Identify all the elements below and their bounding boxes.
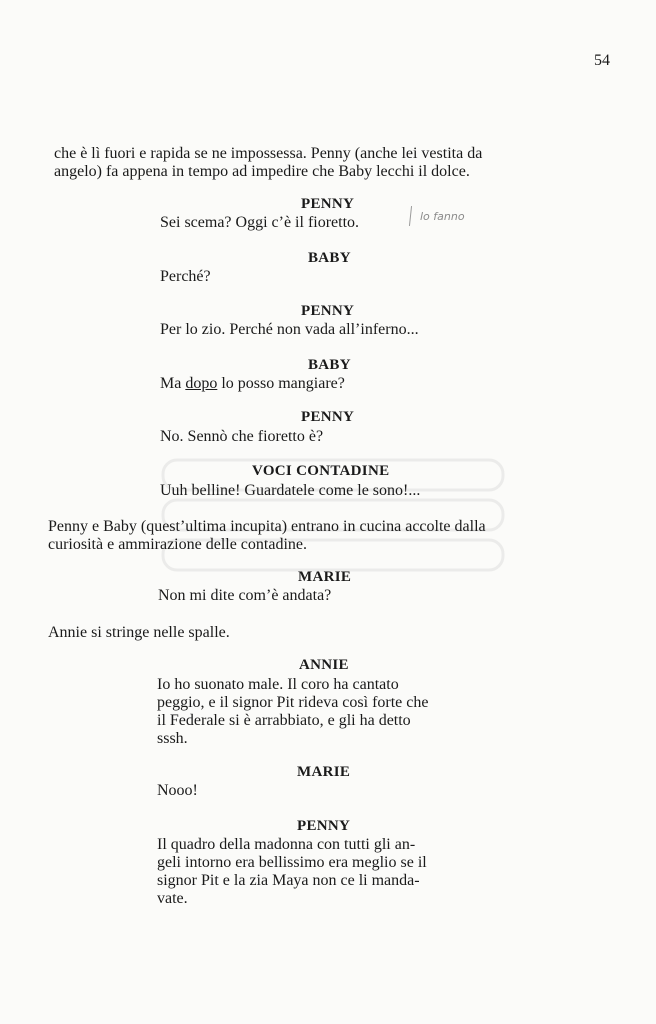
dialogue-line: Ma dopo lo posso mangiare?: [160, 375, 345, 392]
action-line-annie: Annie si stringe nelle spalle.: [48, 624, 230, 641]
dialogue-line: Nooo!: [157, 782, 198, 799]
dialogue-line: Perché?: [160, 268, 211, 285]
dialogue-line: signor Pit e la zia Maya non ce li manda-: [157, 872, 420, 889]
speaker-marie: MARIE: [298, 569, 352, 585]
dialogue-line: Sei scema? Oggi c’è il fioretto.: [160, 214, 360, 231]
dialogue-line: Io ho suonato male. Il coro ha cantato: [157, 676, 399, 693]
speaker-baby: BABY: [308, 250, 351, 266]
dialogue-line: No. Sennò che fioretto è?: [160, 428, 324, 445]
script-page: 54 che è lì fuori e rapida se ne impossessa. Penny (anche lei vestita da angelo) fa appena in tempo ad impedire che Baby lecchi il dolce. PENNY Sei scema? Oggi c’è il fioretto. lo fanno BABY Perché? PENNY Per lo zio. Perché non vada all’inferno... BABY Ma dopo lo posso mangiare? PENNY No. Sennò che fioretto è? VOCI CONTADINE Uuh belline! Guardatele come le sono!... Penny e Baby (quest’ultima incupita) entrano in cucina accolte dalla curiosità e ammirazione delle contadine. MARIE Non mi dite com’è andata? Annie si stringe nelle spalle. ANNIE Io ho suonato male. Il coro ha cantato peggio, e il signor Pit rideva così forte che il Federale si è arrabbiato, e gli ha detto sssh. MARIE Nooo! PENNY Il quadro della madonna con tutti gli an- geli intorno era bellissimo era meglio se il signor Pit e la zia Maya non ce li manda- vate.: [48, 52, 610, 907]
page-number: 54: [594, 52, 610, 69]
speaker-penny: PENNY: [301, 196, 355, 212]
underlined-word: dopo: [185, 375, 218, 392]
speaker-penny: PENNY: [297, 818, 351, 834]
speaker-voci-contadine: VOCI CONTADINE: [252, 463, 390, 479]
dialogue-line: vate.: [157, 890, 188, 907]
action-line-1: Penny e Baby (quest’ultima incupita) entrano in cucina accolte dalla: [48, 518, 486, 535]
intro-line-1: che è lì fuori e rapida se ne impossessa. Penny (anche lei vestita da: [54, 145, 483, 162]
dialogue-line: Per lo zio. Perché non vada all’inferno...: [160, 321, 419, 338]
dialogue-line: Non mi dite com’è andata?: [158, 587, 332, 604]
dialogue-line: sssh.: [157, 730, 188, 747]
dialogue-line: peggio, e il signor Pit rideva così forte che: [157, 694, 429, 711]
dialogue-line: Il quadro della madonna con tutti gli an-: [157, 836, 416, 853]
speaker-annie: ANNIE: [299, 657, 349, 673]
action-line-2: curiosità e ammirazione delle contadine.: [48, 536, 307, 553]
dialogue-line: Uuh belline! Guardatele come le sono!...: [160, 482, 421, 499]
speaker-baby: BABY: [308, 357, 351, 373]
speaker-penny: PENNY: [301, 303, 355, 319]
intro-line-2: angelo) fa appena in tempo ad impedire che Baby lecchi il dolce.: [54, 163, 470, 180]
speaker-penny: PENNY: [301, 409, 355, 425]
watermark: [158, 450, 508, 580]
dialogue-line: geli intorno era bellissimo era meglio se il: [157, 854, 427, 871]
dialogue-line: il Federale si è arrabbiato, e gli ha detto: [157, 712, 411, 729]
speaker-marie: MARIE: [297, 764, 351, 780]
